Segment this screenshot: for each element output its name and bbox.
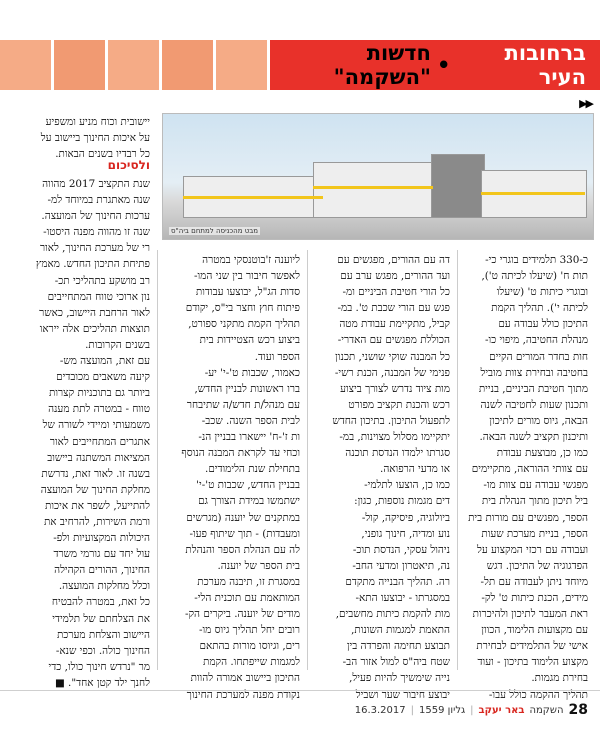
building-stripe [183,196,323,199]
header-title [270,40,600,90]
article-column-2: דה עם ההורים, מפגשים עם ועד ההורים, מפגש ערב עם כל הורי חטיבת הביניים ומ- פגש עם הורי שכבת ט'. במ- קביל, מתקיימת עבודת מטה הכוללת מפגשים עם האדרי- כל המבנה שוקי שושני, תכנון פנימי של המבנה, הכנת רשי- מות ציוד נדרש לצורך ביצוע רכש והכנת תקציב מפורט לתפעול התיכון. בתיכון החדש יתקיימו מסלול מצוינות, במ- סגרתו ילמדו הנדסת תוכנה או מדעי הרפואה. כמו כן, הוצעו לתלמי- דים מגמות נוספות, כגון: ביולוגיה, פיסיקה, קול- נוע ומדיה, חינוך גופני, ניהול עסקי, הנדסת תוכ- נה, תיאטרון ומדעי החב- רה. תהליך הבנייה מתקדם במסגרתו - יבוצעו התא- מות להקמת כיתות מחשבים, התאמת למגמות השונות, תבוצע תחימה והפרדה בין שטח ביה"ס למול אזור הב- נייה שימשיך להיות פעיל, יבוצע חיבור שער ושביל [332,254,450,701]
section-header [0,40,600,90]
footer-info [355,702,588,718]
column-divider [307,250,308,670]
article-column-4-top: יישובית וכוח מניע ומשפיע על איכות החינוך ביישוב על כל רבדיו בשנים הבאות. [40,116,150,161]
building-tower [431,154,485,218]
header-deco-box [54,40,105,90]
photo-caption: מבט מהכניסה למתחם ביה"ס [171,227,259,235]
double-arrow-icon: ▶▶ [579,97,592,110]
magazine-prefix: השקמה [529,704,564,716]
header-bullet: • [436,53,451,77]
column-name: חדשות "השקמה" [333,41,431,89]
article-column-3: ליוענה ז'בוטנסקי במטרה לאפשר חיבור בין שני המו- סדות הג"ל, יבוצעו עבודות פיתוח חוץ וחצר בי"ס, יקודם תהליך הקמת מתקני ספורט, ביצוע רכש הצטיידות בית הספר ועוד. כאמור, שכבות ט'-י' יע- ברו ראשונות לבניין החדש, עם מנהל/ת חדש/ה שתיבחר לבית הספר השנה. שכב- ות ז'-ח' יישארו בבניין הנ- וכחי עד לקראת המבנה הנוסף בתחילת שנת הלימודים. בבניין החדש, שכבות ט'-י' ישתמשו במידת הצורך גם במתקנים של יוענה (מגרשים ומעבדות) - תוך שיתוף פעו- לה עם הנהלת הספר והנהלת בית הספר של יוענה. במסגרת זו, תיבנה מערכת המותאמת עם תוכנית הלי- מודים של יוענה. ביקרים הק- רובים יחל תהליך גיוס מו- רים, וגיוסו מורות בהתאם למגמות שייפתחו. הקמת התיכון ביישוב אמורה להוות נקודת מפנה למערכת החינוך [181,254,300,701]
article-column-1: כ-330 תלמידים בוגרי כי- תות ח' (שיעלו לכיתה ט'), ובוגרי כיתות ט' (שיעלו לכיתה י'). תהליך הקמת התיכון כולל עבודה עם מנהלת החטיבה, מיפוי כו- חות בחדר המורים הקיים בחטיבה ובחירת צוות מוביל מתוך חטיבת הביניים, בניית ותכנון שעות לחטיבה לשנה הבאה, גיוס מורים לתיכון ותיכנון תקציב לשנה הבאה. כמו כן, מבוצעת עבודת עם צוותי ההוראה, מתקיימים מפגשי עבודה עם צוות מו- ביל תיכון מתוך הנהלת בית הספר, מפגשים עם מורות בית הספר, בניית מערכת שעות ועבודה עם רכזי המקצוע על הפדגוגיה של התיכון. דגש מיוחד ניתן לעבודה עם תל- מידים, הכנת כיתות ט' לק- ראת המעבר לתיכון ולהיכרות עם מקצועות הלימוד, הכוון אישי של התלמידים לבחירת מקצוע הלימוד בתיכון - ועוד בחירת מגמות. תהליך ההקמה כולל עבו- [468,254,588,701]
building-stripe [481,192,585,195]
footer-separator: | [470,704,474,716]
issue-number: גליון 1559 [419,704,466,716]
header-deco-box [162,40,213,90]
column-divider [457,250,458,670]
building-stripe [313,186,433,189]
page-footer [0,690,600,729]
column-divider [157,250,158,670]
issue-date: 16.3.2017 [354,704,406,716]
footer-separator: | [410,704,415,716]
header-decoration [0,40,270,90]
article-column-4: שנת התקציב 2017 מהווה שנה מאתגרת במיוחד למ- ערכות החינוך של המועצה. שנה זו מהווה מפנה היסטו- רי של מערכת החינוך, לאור פתיחת התיכון החדש. מאמץ רב מושקע בתהליכי תכ- נון ארוכי טווח המתחייבים לאור הרחבת היישוב, כאשר תוצאות תהליכים אלה ייראו בשנים הקרובות. עם זאת, המועצה מש- קיעה משאבים מכובדים ביותר גם בתוכניות קצרות טווח - במטרה לתת מענה משמעותי ומיידי לשורה של אתגרים המתחייבים לאור המציאות המשתנה ביישוב בשנה זו. לאור זאת, נדרשת מחלקת החינוך של המועצה להתייעל, לשפר את איכות ורמת השירות, להרחיב את היכולות המקצועיות ולפ- עול יחד עם גורמי משרד החינוך, ההורים הקהילה וכלל מחלקות המועצה. כל זאת, במטרה להבטיח את הצלחתם של תלמידי היישוב והצלחת מערכת החינוך כולה. וכפי שנא- מר "נרדש חינוך כולו, כדי לחנך ילד קטן אחד". ■ [35,178,150,689]
building-wing [313,162,435,218]
summary-subheading: ולסיכום [107,158,150,172]
school-building-photo [162,113,594,240]
header-deco-box [0,40,51,90]
section-name: ברחובות העיר [504,41,586,89]
page-number: 28 [568,702,588,718]
header-deco-box [216,40,267,90]
magazine-name: באר יעקב [478,704,525,716]
header-deco-box [108,40,159,90]
